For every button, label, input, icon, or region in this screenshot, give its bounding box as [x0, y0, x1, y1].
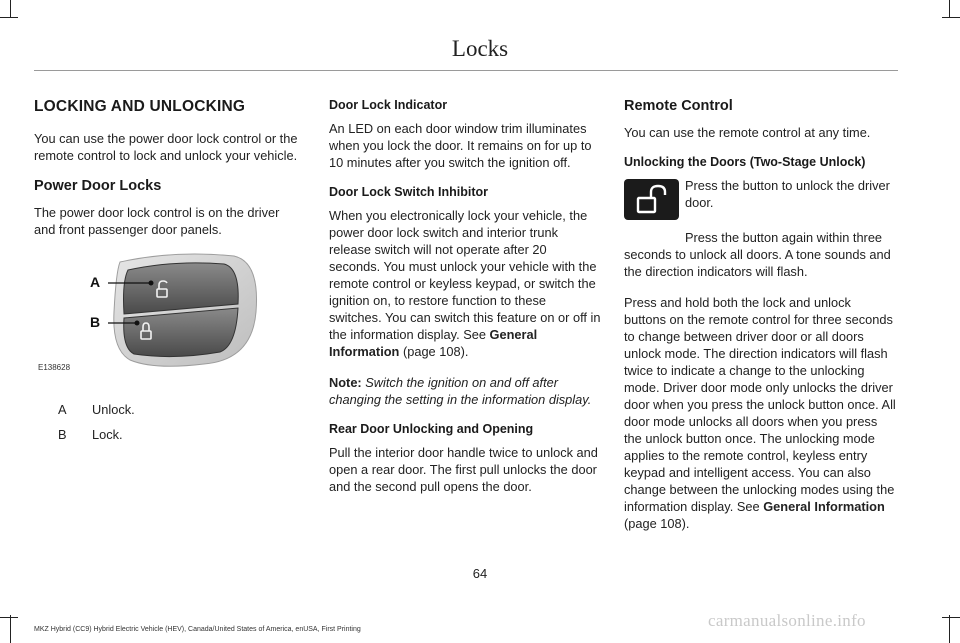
page-header-title: Locks [451, 36, 509, 61]
door-lock-switch-figure [34, 252, 302, 376]
cross-reference-link[interactable]: General Information [329, 327, 538, 359]
subheading-door-lock-indicator: Door Lock Indicator [329, 98, 448, 112]
inhibitor-text: When you electronically lock your vehicle, the power door lock switch and interior trunk release switch will not operate after 20 seconds. You must unlock your vehicle with the remote control or keyless keypad, or switch the ignition on, to restore function to these switches. You can switch this feature on or off in the information display. See [329, 208, 601, 342]
legend-row [34, 402, 302, 417]
rear-door-unlocking-paragraph: Pull the interior door handle twice to unlock and open a rear door. The first pull unlocks the door and the second pull opens the door. [329, 445, 598, 494]
subheading-rear-door-unlocking: Rear Door Unlocking and Opening [329, 422, 534, 436]
column-left [34, 98, 302, 452]
subheading-remote-control: Remote Control [624, 98, 733, 114]
crop-mark [0, 17, 18, 18]
open-padlock-icon [635, 184, 669, 215]
figure-label-a: A [90, 274, 101, 290]
crop-mark [10, 0, 11, 18]
crop-mark [10, 615, 11, 643]
note-text: Switch the ignition on and off after changing the setting in the information display. [329, 375, 592, 407]
page-reference: (page 108). [399, 344, 469, 359]
subheading-two-stage-unlock: Unlocking the Doors (Two-Stage Unlock) [624, 155, 866, 169]
intro-paragraph: You can use the power door lock control or the remote control to lock and unlock your vehicle. [34, 131, 298, 163]
column-middle [329, 98, 601, 509]
page-number: 64 [472, 566, 488, 581]
subheading-power-door-locks: Power Door Locks [34, 178, 162, 194]
legend-value: Unlock. [92, 402, 135, 417]
unlock-mode-paragraph [624, 294, 896, 532]
unlock-icon [624, 179, 679, 220]
crop-mark [949, 0, 950, 18]
legend-row [34, 427, 302, 442]
unlock-driver-door-text: Press the button to unlock the driver door. [685, 178, 890, 210]
subheading-door-lock-switch-inhibitor: Door Lock Switch Inhibitor [329, 185, 489, 199]
note-paragraph [329, 374, 601, 408]
unlock-mode-text: Press and hold both the lock and unlock buttons on the remote control for three seconds to change between driver door or all doors unlock mode. The direction indicators will flash twice to indicate a change to the unlocking mode. Driver door mode only unlocks the driver door when you press the unlock button once. All door mode unlocks all doors when you press the unlock button once. The unlocking mode applies to the remote control, keyless entry keypad and intelligent access. You can also change between the unlocking modes using the information display. See [624, 295, 896, 514]
header-rule [34, 70, 898, 71]
note-label: Note: [329, 375, 362, 390]
unlock-all-doors-text: Press the button again within three seconds to unlock all doors. A tone sounds and the direction indicators will flash. [624, 230, 891, 279]
watermark: carmanualsonline.info [708, 611, 866, 630]
remote-control-intro: You can use the remote control at any time. [624, 125, 871, 140]
column-right [624, 98, 896, 546]
crop-mark [942, 617, 960, 618]
crop-mark [949, 615, 950, 643]
unlock-instruction-block [624, 177, 896, 229]
legend-value: Lock. [92, 427, 123, 442]
crop-mark [0, 617, 18, 618]
figure-code: E138628 [38, 363, 71, 372]
door-lock-switch-illustration [34, 252, 302, 376]
door-lock-indicator-paragraph: An LED on each door window trim illuminates when you lock the door. It remains on for up to 10 minutes after you switch the ignition off. [329, 121, 592, 170]
page-reference: (page 108). [624, 516, 690, 531]
footer-vehicle-info: MKZ Hybrid (CC9) Hybrid Electric Vehicle (HEV), Canada/United States of America, enUSA, First Printing [34, 626, 361, 633]
door-lock-switch-inhibitor-paragraph [329, 207, 601, 360]
power-door-locks-paragraph: The power door lock control is on the driver and front passenger door panels. [34, 205, 280, 237]
legend-key: A [58, 402, 67, 417]
cross-reference-link[interactable]: General Information [763, 499, 885, 514]
section-heading: LOCKING AND UNLOCKING [34, 98, 246, 115]
figure-label-b: B [90, 314, 101, 330]
legend-key: B [58, 427, 67, 442]
crop-mark [942, 17, 960, 18]
